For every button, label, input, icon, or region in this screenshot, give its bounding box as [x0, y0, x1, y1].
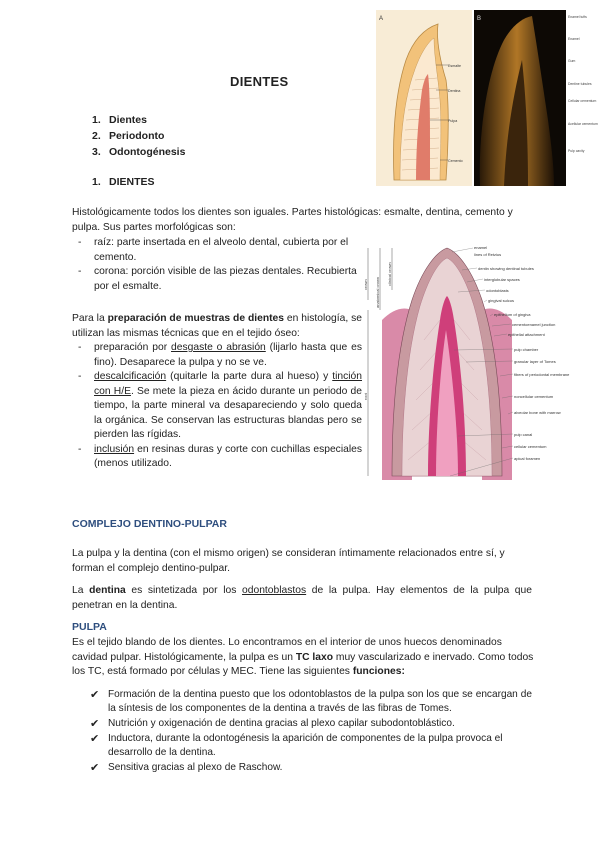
list-item: ✔ Formación de la dentina puesto que los odontoblastos de la pulpa son los que se encargan de la síntesis de los componentes de la dentina a través de las fibras de Tomes.: [90, 689, 532, 714]
figure-label: granular layer of Tomes: [514, 359, 556, 364]
figure-label: Pulpa: [448, 119, 458, 123]
figure-label: epithelium of gingiva: [494, 312, 531, 317]
check-icon: ✔: [90, 689, 100, 701]
list-item: - preparación por desgaste o abrasión (lijarlo hasta que es fino). Desaparece la pulpa y no se ve.: [72, 341, 362, 370]
toc-item: 2. Periodonto: [92, 130, 165, 142]
check-icon: ✔: [90, 762, 100, 774]
figure-label: enamel: [474, 245, 488, 250]
figure-label: fibers of periodontal membrane: [514, 372, 570, 377]
figure-label: pulp canal: [514, 432, 533, 437]
figure-label: cellular cementum: [514, 444, 547, 449]
figure-label: root: [363, 393, 368, 400]
figure-label: epithelial attachment: [508, 332, 545, 337]
section1-intro: Histológicamente todos los dientes son iguales. Partes histológicas: esmalte, dentina, cemento y pulpa. Sus partes morfológicas son:: [72, 207, 513, 233]
figure-label: Acellular cementum: [568, 122, 598, 126]
pulpa-paragraph: Es el tejido blando de los dientes. Lo encontramos en el interior de unos huecos denominados cavidad pulpar. Histológicamente, la pulpa es un TC laxo muy vascularizado e inervado. Como todos los TC, está formado por células y MEC. Tiene las siguientes funciones:: [72, 637, 534, 677]
morphological-parts-list: [72, 236, 362, 294]
section-heading-dientes: 1. DIENTES: [92, 176, 155, 188]
figure-label: Enamel: [568, 37, 580, 41]
check-icon: ✔: [90, 733, 100, 745]
figure-label: dentin showing dentinal tubules: [478, 266, 534, 271]
complejo-paragraph-2: La dentina es sintetizada por los odontoblastos de la pulpa. Hay elementos de la pulpa que penetran en la dentina.: [72, 585, 532, 611]
figure-label: clinical crown: [387, 262, 392, 286]
section-heading-pulpa: PULPA: [72, 621, 107, 633]
figure-label: interglobular spaces: [484, 277, 520, 282]
figure-label: Dentina: [448, 89, 461, 93]
figure-label: apical foramen: [514, 456, 541, 461]
list-item: - descalcificación (quitarle la parte dura al hueso) y tinción con H/E. Se mete la pieza en ácido durante un periodo de tiempo, la parte mineral va desapareciendo y solo queda la orgánica. Se conservan las estructuras blandas pero se pierden las rígidas.: [72, 370, 362, 443]
figure-label: Enamel tufts: [568, 15, 587, 19]
list-item: ✔ Sensitiva gracias al plexo de Raschow.: [90, 762, 283, 774]
list-item: ✔ Nutrición y oxigenación de dentina gracias al plexo capilar subodontoblástico.: [90, 718, 455, 730]
figure-label: Dentine tubules: [568, 82, 592, 86]
list-item: - raíz: parte insertada en el alveolo dental, cubierta por el cemento.: [72, 236, 362, 265]
tooth-histology-figure: [362, 240, 588, 480]
figure-label: Pulp cavity: [568, 149, 585, 153]
list-item: - inclusión en resinas duras y corte con cuchillas especiales (menos utilizado.: [72, 443, 362, 472]
list-item: ✔ Inductora, durante la odontogénesis la aparición de componentes de la pulpa provoca el desarrollo de la dentina.: [90, 733, 503, 758]
figure-label: odontoblasts: [486, 288, 509, 293]
pulpa-functions-list: [88, 688, 532, 776]
tooth-figure-top: [376, 10, 598, 186]
section-heading-complejo: COMPLEJO DENTINO-PULPAR: [72, 518, 227, 530]
figure-label: Esmalte: [448, 64, 461, 68]
page-title: DIENTES: [230, 74, 289, 89]
figure-label: cementoenamel junction: [512, 322, 556, 327]
toc-item: 3. Odontogénesis: [92, 146, 186, 158]
figure-label: anatomical crown: [375, 276, 380, 308]
figure-label: lines of Retzius: [474, 252, 502, 257]
panel-a-label: A: [379, 16, 384, 22]
figure-label: Cellular cementum: [568, 99, 597, 103]
panel-b-label: B: [477, 16, 482, 22]
figure-label: noncellular cementum: [514, 394, 554, 399]
check-icon: ✔: [90, 718, 100, 730]
complejo-paragraph-1: La pulpa y la dentina (con el mismo origen) se consideran íntimamente relacionados entre sí, y forman el complejo dentino-pulpar.: [72, 548, 505, 574]
figure-label: Gum: [568, 59, 576, 63]
figure-label: crown: [363, 279, 368, 290]
figure-label: pulp chamber: [514, 347, 539, 352]
figure-label: alveolar bone with marrow: [514, 410, 561, 415]
figure-label: gingival sulcus: [488, 298, 515, 303]
list-item: - corona: porción visible de las piezas dentales. Recubierta por el esmalte.: [72, 265, 362, 294]
toc-item: 1. Dientes: [92, 114, 147, 126]
preparation-paragraph: Para la preparación de muestras de dientes en histología, se utilizan las mismas técnicas que en el tejido óseo: - preparación por desgaste o abrasión (lijarlo hasta que es fino). Desaparece la pulpa y no se ve. - descalcificación (quitarle la parte dura al hueso) y tinción con H/E. Se mete la pieza en ácido durante un periodo de tiempo, la parte mineral va desapareciendo y solo queda la orgánica. Se conservan las estructuras blandas pero se pierden las rígidas. - inclusión en resinas duras y corte con cuchillas especiales (menos utilizado.: [72, 312, 362, 472]
table-of-contents: [92, 112, 185, 160]
figure-label: Cemento: [448, 159, 463, 163]
